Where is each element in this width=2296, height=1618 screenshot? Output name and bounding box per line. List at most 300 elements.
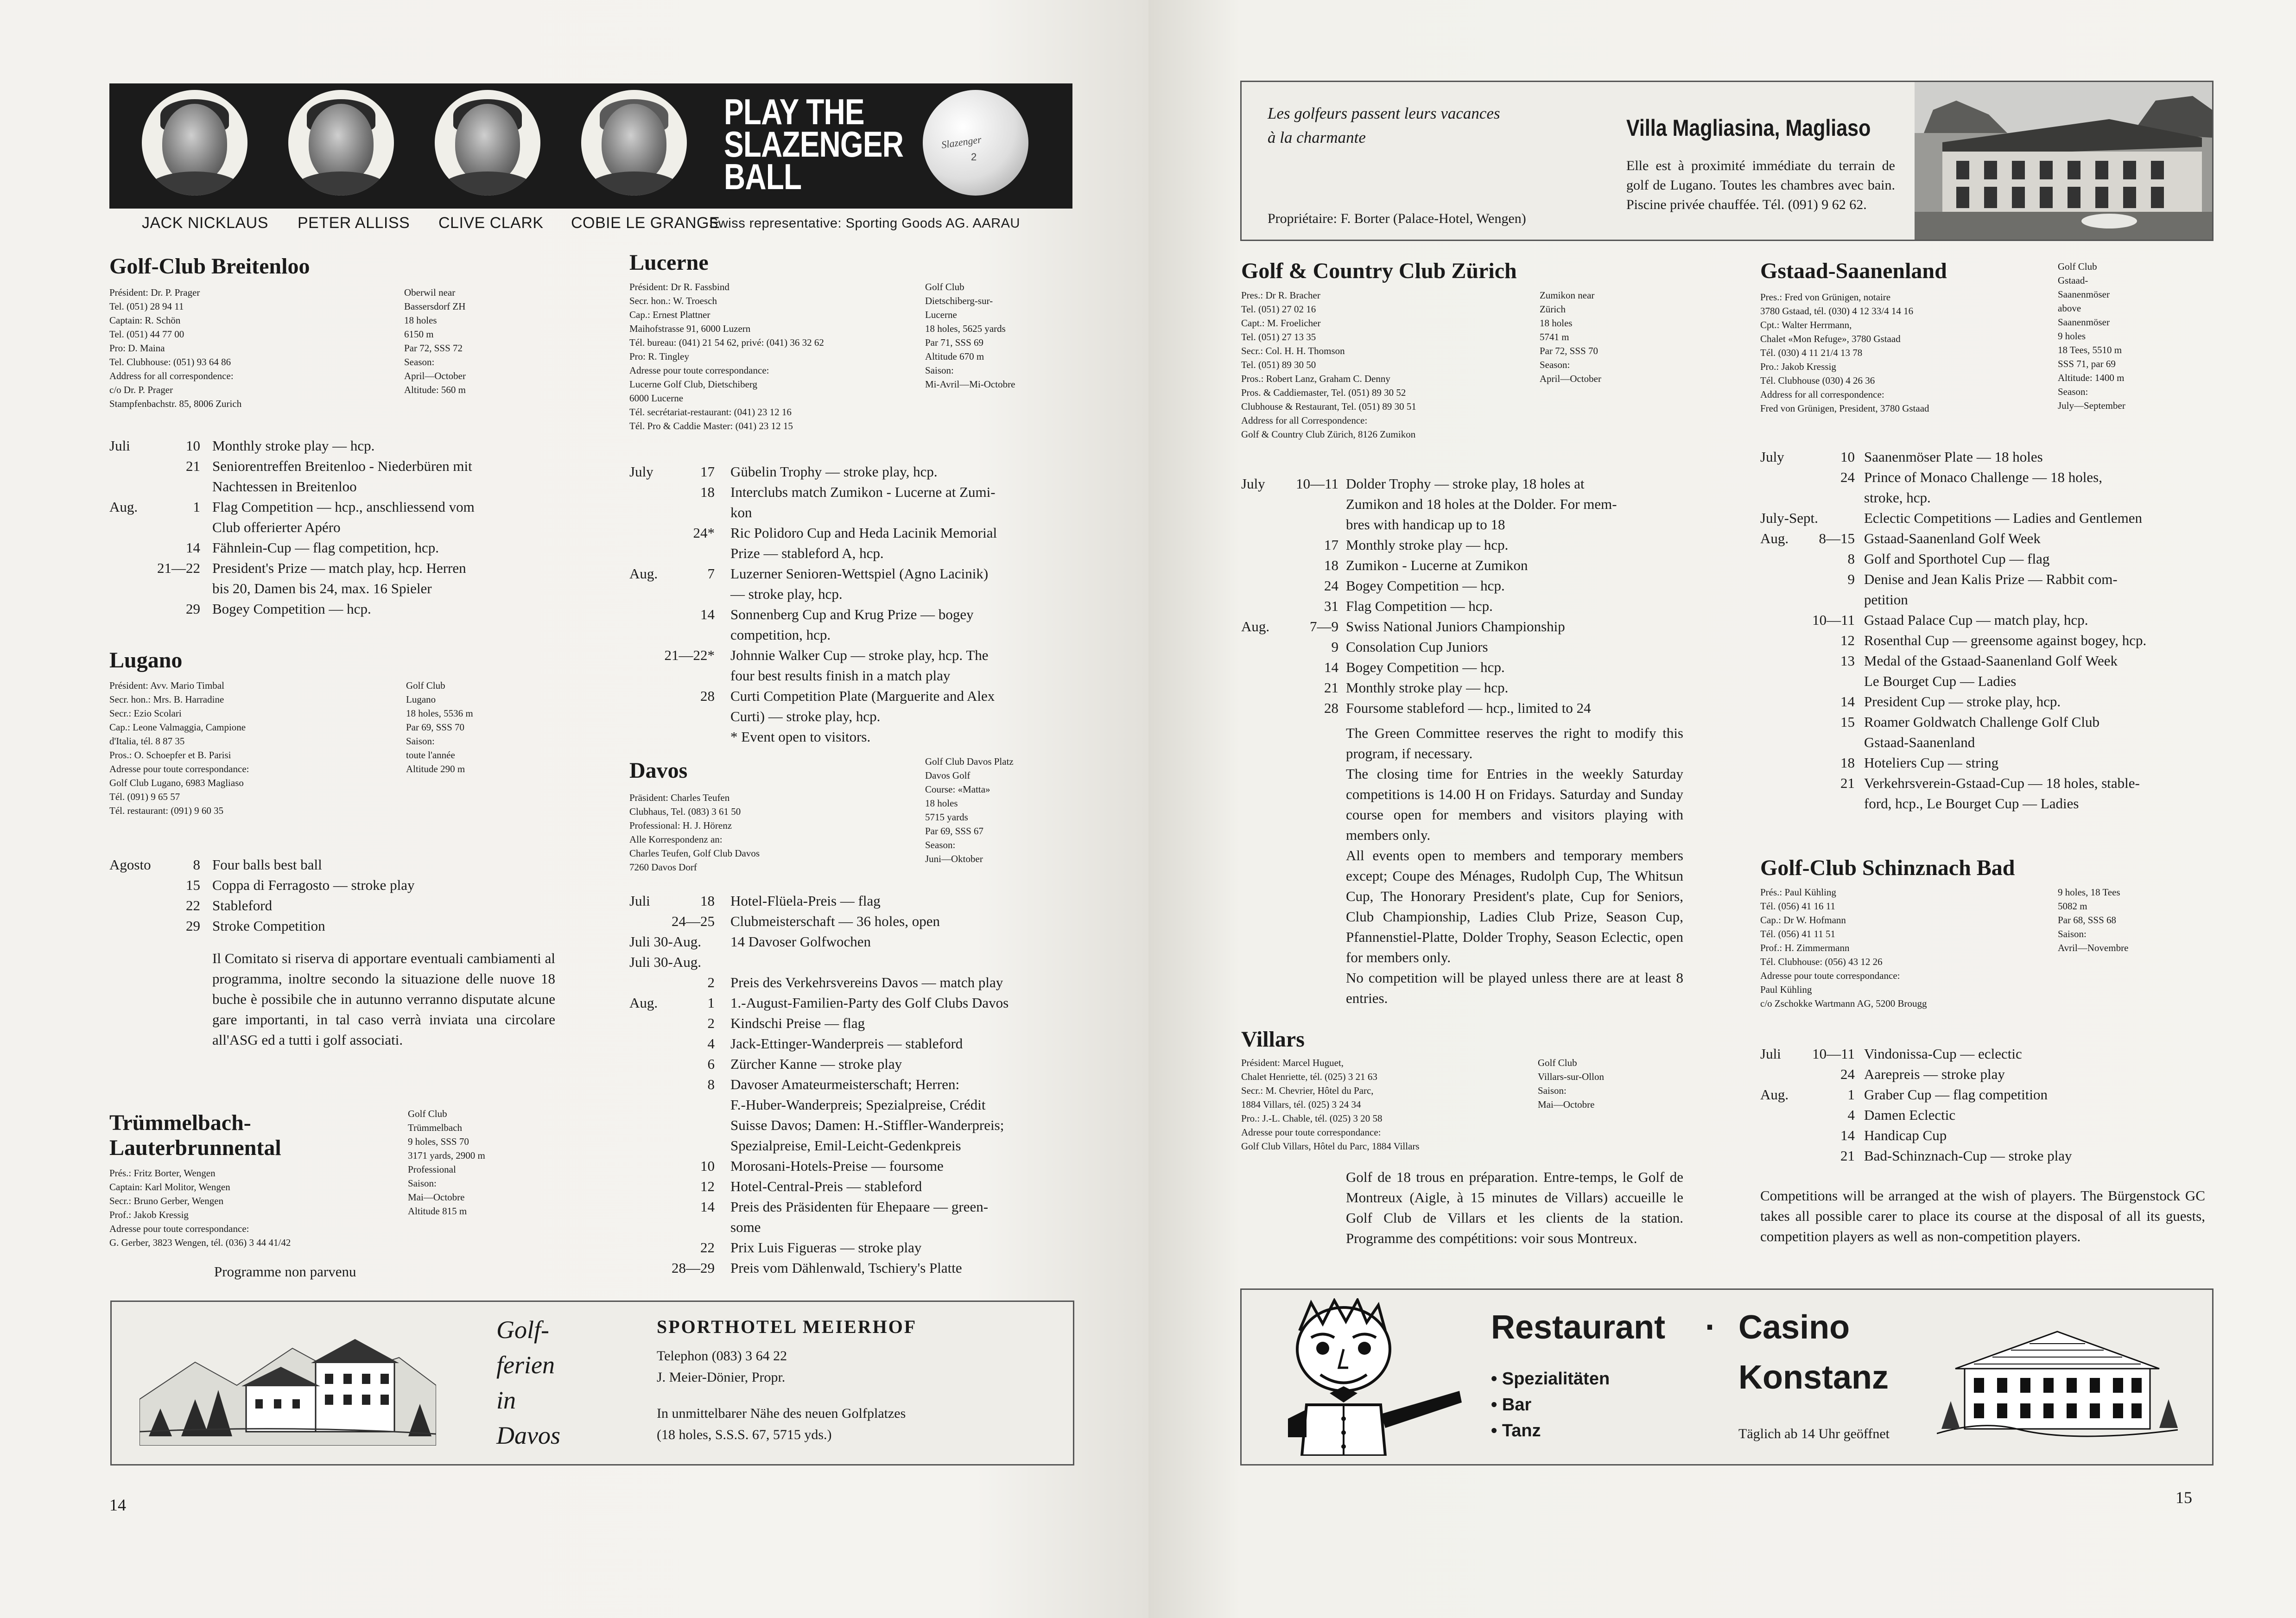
event-row [629, 462, 1070, 482]
event-date: 24 [1324, 577, 1338, 594]
event-row [629, 543, 1070, 564]
event-text: Swiss National Juniors Championship [1346, 618, 1565, 635]
club-title-gstaad: Gstaad-Saanenland [1760, 259, 1947, 283]
event-text: Hotel-Flüela-Preis — flag [730, 893, 881, 909]
event-row [1241, 494, 1681, 514]
event-row [1241, 576, 1681, 596]
event-date: 10—11 [1296, 476, 1338, 492]
club-title-villars: Villars [1241, 1027, 1305, 1052]
event-text: 1.-August-Familien-Party des Golf Clubs Davos [730, 995, 1009, 1011]
event-text: petition [1864, 591, 1908, 608]
event-row [109, 855, 545, 875]
event-row [629, 502, 1070, 523]
event-date: 18 [700, 893, 715, 909]
event-row [109, 476, 545, 497]
banner-headline: PLAY THE SLAZENGER BALL [724, 91, 904, 197]
club-title-truemmelbach: Trümmelbach- [109, 1110, 251, 1135]
event-text: Bogey Competition — hcp. [1346, 577, 1505, 594]
event-date: 10 [700, 1158, 715, 1174]
event-text: Eclectic Competitions — Ladies and Gentlemen [1864, 510, 2143, 526]
event-text: F.-Huber-Wanderpreis; Spezialpreise, Crédit [730, 1097, 986, 1113]
casino-offer-label: Tanz [1502, 1421, 1541, 1440]
villa-intro-line: Les golfeurs passent leurs vacances [1268, 104, 1500, 122]
villa-intro [1268, 102, 1500, 150]
event-text: some [730, 1219, 761, 1235]
club-details-gstaad: Golf Club Gstaad- Saanenmöser above Saanenmöser 9 holes 18 Tees, 5510 m SSS 71, par 69 Altitude: 1400 m Season: July—September [2058, 261, 2125, 411]
event-date: 31 [1324, 598, 1338, 614]
casino-offer-item [1491, 1392, 1610, 1418]
event-date: 8—15 [1819, 530, 1855, 546]
event-text: Bogey Competition — hcp. [212, 601, 371, 617]
event-month: Juli 30-Aug. [629, 933, 701, 950]
club-info-villars: Président: Marcel Huguet, Chalet Henriette, tél. (025) 3 21 63 Secr.: M. Chevrier, Hôtel du Parc, 1884 Villars, tél. (025) 3 24 34 Pro.: J.-L. Chable, tél. (025) 3 20 58 Adresse pour toute correspondance: Golf Club Villars, Hôtel du Parc, 1884 Villars [1241, 1057, 1420, 1152]
event-row [629, 645, 1070, 666]
event-row [629, 666, 1070, 686]
event-text: Consolation Cup Juniors [1346, 639, 1488, 655]
event-date: 21 [1324, 679, 1338, 696]
event-date: 18 [700, 484, 715, 500]
events-davos [629, 891, 1070, 1278]
casino-konstanz-ad [1240, 1288, 2214, 1466]
bullet-icon: • [1491, 1421, 1502, 1440]
event-row [1760, 732, 2224, 753]
event-text: Aarepreis — stroke play [1864, 1066, 2005, 1082]
event-date: 24—25 [672, 913, 715, 929]
event-date: 2 [707, 974, 715, 990]
event-row [629, 625, 1070, 645]
event-row [1241, 514, 1681, 535]
event-text: Graber Cup — flag competition [1864, 1086, 2048, 1103]
events-lucerne [629, 462, 1070, 747]
club-info-schinznach: Prés.: Paul Kühling Tél. (056) 41 16 11 Cap.: Dr W. Hofmann Tél. (056) 41 11 51 Prof.: H. Zimmermann Tél. Clubhouse: (056) 43 12 26 Adresse pour toute correspondance: Paul Kühling c/o Zschokke Wartmann AG, 5200 Brougg [1760, 887, 1927, 1009]
event-date: 4 [707, 1035, 715, 1052]
event-text: Sonnenberg Cup and Krug Prize — bogey [730, 606, 974, 622]
event-row [1760, 1044, 2224, 1064]
villa-owner: Propriétaire: F. Borter (Palace-Hotel, Wengen) [1268, 211, 1526, 226]
event-row [1760, 528, 2224, 549]
event-row [1760, 1064, 2224, 1085]
event-date: 21 [1840, 775, 1855, 791]
event-text: Morosani-Hotels-Preise — foursome [730, 1158, 944, 1174]
player-caption: PETER ALLISS [298, 214, 410, 232]
events-gstaad [1760, 447, 2224, 814]
event-text: Prix Luis Figueras — stroke play [730, 1239, 922, 1256]
event-row [1760, 651, 2224, 671]
event-row [629, 482, 1070, 502]
event-text: Four balls best ball [212, 857, 322, 873]
event-date: 28 [1324, 700, 1338, 716]
event-row [629, 972, 1070, 993]
event-row [629, 1217, 1070, 1237]
page-number: 15 [2175, 1488, 2192, 1507]
player-portrait [435, 90, 540, 196]
event-date: 2 [707, 1015, 715, 1031]
event-text: Monthly stroke play — hcp. [212, 438, 375, 454]
event-text: Roamer Goldwatch Challenge Golf Club [1864, 714, 2099, 730]
event-row [1241, 678, 1681, 698]
event-date: 14 [1324, 659, 1338, 675]
event-month: July [629, 463, 653, 480]
event-date: 24 [1840, 1066, 1855, 1082]
event-row [109, 436, 545, 456]
event-date: 21 [186, 458, 200, 474]
event-row [629, 1095, 1070, 1115]
event-text: Gstaad Palace Cup — match play, hcp. [1864, 612, 2088, 628]
event-row [1760, 712, 2224, 732]
event-text: Handicap Cup [1864, 1127, 1947, 1143]
event-row [629, 564, 1070, 584]
slazenger-banner [109, 83, 1072, 209]
hotel-desc-1: In unmittelbarer Nähe des neuen Golfplatzes [657, 1406, 906, 1421]
note-villars: Golf de 18 trous en préparation. Entre-temps, le Golf de Montreux (Aigle, à 15 minutes de Villars) accueille le Golf Club de Villars et les clients de la station. Programme des compétitions: voir sous Montreux. [1346, 1169, 1683, 1246]
event-row [629, 1176, 1070, 1197]
event-row [629, 952, 1070, 972]
event-date: 9 [1847, 571, 1855, 587]
event-text: Curti) — stroke play, hcp. [730, 708, 881, 724]
event-row [1760, 610, 2224, 630]
zurich-note: All events open to members and temporary members except; Coupe des Ménages, Rudolph Cup, The Whitsun Cup, The Honorary President's plate, Cup for Seniors, Club Championship, Ladies Club Prize, Season Cup, Pfannenstiel-Platte, Dolder Trophy, Season Eclectic, open for members only. [1346, 847, 1683, 965]
event-text: Le Bourget Cup — Ladies [1864, 673, 2017, 689]
script-line: in [496, 1386, 516, 1414]
event-text: kon [730, 504, 752, 520]
zurich-note: The Green Committee reserves the right to modify this program, if necessary. [1346, 725, 1683, 761]
event-row [629, 686, 1070, 706]
event-date: 7 [707, 565, 715, 582]
event-month: Aug. [1760, 530, 1789, 546]
villa-title: Villa Magliasina, Magliaso [1626, 115, 1871, 141]
event-date: 10—11 [1812, 612, 1855, 628]
casino-offer-list [1491, 1366, 1610, 1444]
event-text: Bad-Schinznach-Cup — stroke play [1864, 1148, 2072, 1164]
hotel-phone: Telephon (083) 3 64 22 [657, 1348, 787, 1364]
event-text: Gübelin Trophy — stroke play, hcp. [730, 463, 938, 480]
player-portrait [142, 90, 247, 196]
event-row [1760, 1105, 2224, 1125]
event-row [629, 911, 1070, 932]
event-row [629, 1054, 1070, 1074]
casino-offer-label: Bar [1502, 1395, 1532, 1415]
event-text: Gstaad-Saanenland Golf Week [1864, 530, 2041, 546]
event-text: Kindschi Preise — flag [730, 1015, 865, 1031]
event-row [629, 1237, 1070, 1258]
event-row [1241, 637, 1681, 657]
event-date: 8 [707, 1076, 715, 1092]
event-text: Bogey Competition — hcp. [1346, 659, 1505, 675]
event-date: 14 [1840, 1127, 1855, 1143]
event-date: 13 [1840, 653, 1855, 669]
villa-description: Elle est à proximité immédiate du terrain de golf de Lugano. Toutes les chambres avec bain. Piscine privée chauffée. Tél. (091) 9 62 62. [1626, 158, 1895, 212]
event-text: Nachtessen in Breitenloo [212, 478, 357, 495]
event-text: Zumikon - Lucerne at Zumikon [1346, 557, 1528, 573]
club-title-davos: Davos [629, 758, 688, 783]
event-text: Stableford [212, 897, 273, 914]
event-date: 14 [186, 539, 200, 556]
representative-note: Swiss representative: Sporting Goods AG. AARAU [709, 216, 1020, 231]
event-date: 21 [1840, 1148, 1855, 1164]
event-text: Flag Competition — hcp., anschliessend vom [212, 499, 475, 515]
club-details-davos: Golf Club Davos Platz Davos Golf Course: «Matta» 18 holes 5715 yards Par 69, SSS 67 Season: Juni—Oktober [925, 756, 1014, 864]
bullet-icon: • [1491, 1395, 1502, 1415]
club-details-truemmelbach: Golf Club Trümmelbach 9 holes, SSS 70 3171 yards, 2900 m Professional Saison: Mai—Octobre Altitude 815 m [408, 1108, 485, 1217]
event-month: July [1241, 476, 1265, 492]
event-text: Vindonissa-Cup — eclectic [1864, 1046, 2022, 1062]
event-text: Spezialpreise, Emil-Leicht-Gedenkpreis [730, 1137, 961, 1154]
event-row [1241, 616, 1681, 637]
event-text: Hotel-Central-Preis — stableford [730, 1178, 922, 1194]
event-row [1760, 773, 2224, 793]
golf-ball-number: 2 [971, 151, 977, 163]
villa-photo [1915, 82, 2212, 240]
event-text: Fähnlein-Cup — flag competition, hcp. [212, 539, 439, 556]
event-row [109, 538, 545, 558]
event-date: 6 [707, 1056, 715, 1072]
golf-ferien-script [496, 1312, 560, 1453]
casino-title-dot: · [1705, 1309, 1716, 1346]
event-text: Zürcher Kanne — stroke play [730, 1056, 902, 1072]
event-row [109, 875, 545, 895]
event-date: 14 [1840, 693, 1855, 710]
event-month: July [1760, 449, 1784, 465]
event-date: 17 [1324, 537, 1338, 553]
event-date: 24* [693, 525, 715, 541]
event-row [1760, 1125, 2224, 1146]
event-text: Davoser Amateurmeisterschaft; Herren: [730, 1076, 960, 1092]
event-row [629, 993, 1070, 1013]
event-row [629, 1034, 1070, 1054]
page-number: 14 [109, 1496, 126, 1514]
event-text: Denise and Jean Kalis Prize — Rabbit com- [1864, 571, 2118, 587]
event-text: Foursome stableford — hcp., limited to 24 [1346, 700, 1591, 716]
event-row [1241, 698, 1681, 718]
event-date: 22 [700, 1239, 715, 1256]
event-row [629, 1258, 1070, 1278]
event-month: July-Sept. [1760, 510, 1818, 526]
club-info-truemmelbach: Prés.: Fritz Borter, Wengen Captain: Karl Molitor, Wengen Secr.: Bruno Gerber, Wengen Prof.: Jakob Kressig Adresse pour toute correspondance: G. Gerber, 3823 Wengen, tél. (036) 3 44 41/42 [109, 1167, 291, 1248]
club-title-schinznach: Golf-Club Schinznach Bad [1760, 856, 2015, 880]
event-row [629, 604, 1070, 625]
event-row [109, 456, 545, 476]
event-row [629, 1197, 1070, 1217]
player-portrait [288, 90, 394, 196]
note-schinznach: Competitions will be arranged at the wish of players. The Bürgenstock GC takes all possible carer to place its course at the disposal of all its guests, competition players as well as non-competition players. [1760, 1187, 2205, 1244]
club-details-zurich: Zumikon near Zürich 18 holes 5741 m Par 72, SSS 70 Season: April—October [1540, 290, 1601, 384]
event-text: Saanenmöser Plate — 18 holes [1864, 449, 2043, 465]
sporthotel-meierhof-ad [110, 1301, 1074, 1466]
event-row [1760, 447, 2224, 467]
event-row [629, 1074, 1070, 1095]
waiter-cartoon-illustration [1274, 1298, 1469, 1456]
event-row [1241, 535, 1681, 555]
event-row [109, 497, 545, 517]
events-schinznach [1760, 1044, 2224, 1166]
event-row [1241, 474, 1681, 494]
event-text: Damen Eclectic [1864, 1107, 1956, 1123]
event-text: President Cup — stroke play, hcp. [1864, 693, 2061, 710]
event-row [1760, 692, 2224, 712]
event-date: 14 [700, 606, 715, 622]
event-date: 1 [193, 499, 200, 515]
casino-offer-item [1491, 1418, 1610, 1444]
event-text: Coppa di Ferragosto — stroke play [212, 877, 415, 893]
club-info-zurich: Pres.: Dr R. Bracher Tel. (051) 27 02 16 Capt.: M. Froelicher Tel. (051) 27 13 35 Secr.: Col. H. H. Thomson Tel. (051) 89 30 50 Pros.: Robert Lanz, Graham C. Denny Pros. & Caddiemaster, Tel. (051) 89 30 52 Clubhouse & Restaurant, Tel. (051) 89 30 51 Address for all Correspondence: Golf & Country Club Zürich, 8126 Zumikon [1241, 290, 1416, 440]
event-month: Agosto [109, 857, 151, 873]
player-caption: JACK NICKLAUS [142, 214, 268, 232]
event-text: Ric Polidoro Cup and Heda Lacinik Memorial [730, 525, 997, 541]
event-text: 14 Davoser Golfwochen [730, 933, 871, 950]
event-date: 21—22 [157, 560, 200, 576]
event-month: Aug. [1241, 618, 1270, 635]
club-info-breitenloo: Président: Dr. P. Prager Tel. (051) 28 94 11 Captain: R. Schön Tel. (051) 44 77 00 Pro: D. Maina Tel. Clubhouse: (051) 93 64 86 Address for all correspondence: c/o Dr. P. Prager Stampfenbachstr. 85, 8006 Zurich [109, 287, 242, 409]
event-date: 15 [186, 877, 200, 893]
event-row [629, 1013, 1070, 1034]
club-details-lucerne: Golf Club Dietschiberg-sur- Lucerne 18 holes, 5625 yards Par 71, SSS 69 Altitude 670 m Saison: Mi-Avril—Mi-Octobre [925, 281, 1015, 390]
event-text: Suisse Davos; Damen: H.-Stiffler-Wanderpreis; [730, 1117, 1004, 1133]
event-text: ford, hcp., Le Bourget Cup — Ladies [1864, 795, 2079, 812]
event-row [109, 558, 545, 578]
event-text: Hoteliers Cup — string [1864, 755, 1999, 771]
event-date: 29 [186, 918, 200, 934]
event-text: Interclubs match Zumikon - Lucerne at Zumi- [730, 484, 996, 500]
event-month: Aug. [1760, 1086, 1789, 1103]
golf-ball-brand: Slazenger [940, 133, 983, 151]
event-row [1760, 753, 2224, 773]
event-date: 9 [1331, 639, 1338, 655]
event-text: Monthly stroke play — hcp. [1346, 537, 1509, 553]
event-text: Preis vom Dählenwald, Tschiery's Platte [730, 1260, 962, 1276]
club-details-schinznach: 9 holes, 18 Tees 5082 m Par 68, SSS 68 Saison: Avril—Novembre [2058, 887, 2129, 953]
events-lugano [109, 855, 545, 936]
event-text: Seniorentreffen Breitenloo - Niederbüren mit [212, 458, 472, 474]
casino-city: Konstanz [1738, 1359, 1889, 1396]
event-month: Juli [629, 893, 650, 909]
event-row [1760, 467, 2224, 488]
casino-building-sketch [1937, 1308, 2178, 1447]
event-row [629, 584, 1070, 604]
event-date: 1 [1847, 1086, 1855, 1103]
event-date: 28—29 [672, 1260, 715, 1276]
event-row [1760, 488, 2224, 508]
event-row [629, 1136, 1070, 1156]
event-date: 10 [1840, 449, 1855, 465]
note-lugano: Il Comitato si riserva di apportare eventuali cambiamenti al programma, inoltre secondo la situazione delle nuove 18 buche è possibile che in autunno verranno disputate alcune gare importanti, in tal caso verrà inviata una circolare all'ASG ed a tutti i golf associati. [212, 950, 555, 1048]
event-date: 8 [1847, 551, 1855, 567]
club-title-breitenloo: Golf-Club Breitenloo [109, 254, 310, 279]
club-info-lucerne: Président: Dr R. Fassbind Secr. hon.: W. Troesch Cap.: Ernest Plattner Maihofstrasse 91, 6000 Luzern Tél. bureau: (041) 21 54 62, privé: (041) 36 32 62 Pro: R. Tingley Adresse pour toute correspondance: Lucerne Golf Club, Dietschiberg 6000 Lucerne Tél. secrétariat-restaurant: (041) 23 12 16 Tél. Pro & Caddie Master: (041) 23 12 15 [629, 281, 824, 431]
player-caption: COBIE LE GRANGE [571, 214, 720, 232]
event-text: President's Prize — match play, hcp. Herren [212, 560, 466, 576]
event-text: — stroke play, hcp. [730, 586, 843, 602]
script-line: Golf- [496, 1316, 549, 1344]
event-date: 1 [707, 995, 715, 1011]
casino-offer-item [1491, 1366, 1610, 1392]
event-month: Aug. [629, 565, 658, 582]
event-date: 22 [186, 897, 200, 914]
club-title-zurich: Golf & Country Club Zürich [1241, 259, 1517, 283]
events-breitenloo [109, 436, 545, 619]
casino-hours: Täglich ab 14 Uhr geöffnet [1738, 1426, 1890, 1441]
event-text: stroke, hcp. [1864, 489, 1931, 506]
event-text: Clubmeisterschaft — 36 holes, open [730, 913, 940, 929]
event-row [1760, 630, 2224, 651]
event-date: 10—11 [1812, 1046, 1855, 1062]
hotel-name: SPORTHOTEL MEIERHOF [657, 1316, 917, 1337]
casino-title-restaurant: Restaurant [1491, 1309, 1666, 1346]
event-row [1760, 671, 2224, 692]
event-row [1760, 549, 2224, 569]
event-date: 14 [700, 1199, 715, 1215]
club-info-gstaad: Pres.: Fred von Grünigen, notaire 3780 Gstaad, tél. (030) 4 12 33/4 14 16 Cpt.: Walter Herrmann, Chalet «Mon Refuge», 3780 Gstaad Tél. (030) 4 11 21/4 13 78 Pro.: Jakob Kressig Tél. Clubhouse (030) 4 26 36 Address for all correspondence: Fred von Grünigen, President, 3780 Gstaad [1760, 292, 1929, 414]
event-text: Prince of Monaco Challenge — 18 holes, [1864, 469, 2102, 485]
event-text: Gstaad-Saanenland [1864, 734, 1975, 750]
event-date: 28 [700, 688, 715, 704]
event-row [1241, 555, 1681, 576]
event-row [1760, 590, 2224, 610]
event-month: Juli [1760, 1046, 1781, 1062]
event-row [1760, 508, 2224, 528]
hotel-sketch-illustration [140, 1320, 436, 1446]
script-line: ferien [496, 1351, 555, 1379]
event-row [1241, 596, 1681, 616]
right-page [1148, 0, 2296, 1618]
event-month: Juli [109, 438, 130, 454]
event-row [629, 727, 1070, 747]
event-date: 4 [1847, 1107, 1855, 1123]
event-row [1760, 1085, 2224, 1105]
event-row [109, 578, 545, 599]
event-text: Preis des Verkehrsvereins Davos — match play [730, 974, 1003, 990]
casino-title-casino: Casino [1738, 1309, 1850, 1346]
event-text: competition, hcp. [730, 627, 831, 643]
event-date: 18 [1840, 755, 1855, 771]
event-date: 18 [1324, 557, 1338, 573]
event-month: Aug. [629, 995, 658, 1011]
event-date: 10 [186, 438, 200, 454]
event-row [1760, 793, 2224, 814]
event-row [629, 706, 1070, 727]
zurich-note: The closing time for Entries in the weekly Saturday competitions is 14.00 H on Fridays. Saturday and Sunday course open for members and visitors playing with members only. [1346, 766, 1683, 843]
event-row [629, 523, 1070, 543]
event-text: Zumikon and 18 holes at the Dolder. For mem- [1346, 496, 1617, 512]
event-text: * Event open to visitors. [730, 729, 871, 745]
event-text: Monthly stroke play — hcp. [1346, 679, 1509, 696]
event-row [629, 1156, 1070, 1176]
club-title-lucerne: Lucerne [629, 250, 709, 275]
event-text: Prize — stableford A, hcp. [730, 545, 884, 561]
event-text: Johnnie Walker Cup — stroke play, hcp. The [730, 647, 989, 663]
event-date: 24 [1840, 469, 1855, 485]
notes-zurich [1346, 723, 1683, 1009]
event-row [629, 932, 1070, 952]
club-details-villars: Golf Club Villars-sur-Ollon Saison: Mai—Octobre [1538, 1057, 1604, 1110]
event-row [109, 599, 545, 619]
event-text: four best results finish in a match play [730, 667, 951, 684]
club-info-lugano: Président: Avv. Mario Timbal Secr. hon.: Mrs. B. Harradine Secr.: Ezio Scolari Cap.: Leone Valmaggia, Campione d'Italia, tél. 8 87 35 Pros.: O. Schoepfer et B. Parisi Adresse pour toute correspondance: Golf Club Lugano, 6983 Magliaso Tél. (091) 9 65 57 Tél. restaurant: (091) 9 60 35 [109, 680, 249, 816]
event-text: Golf and Sporthotel Cup — flag [1864, 551, 2050, 567]
event-date: 8 [193, 857, 200, 873]
event-row [629, 1115, 1070, 1136]
club-details-breitenloo: Oberwil near Bassersdorf ZH 18 holes 6150 m Par 72, SSS 72 Season: April—October Altitude: 560 m [404, 287, 466, 395]
club-title-lugano: Lugano [109, 648, 183, 673]
event-row [1760, 569, 2224, 590]
villa-intro-line: à la charmante [1268, 128, 1366, 146]
event-row [629, 891, 1070, 911]
club-details-lugano: Golf Club Lugano 18 holes, 5536 m Par 69, SSS 70 Saison: toute l'année Altitude 290 m [406, 680, 473, 774]
event-text: Curti Competition Plate (Marguerite and Alex [730, 688, 995, 704]
event-month: Juli 30-Aug. [629, 954, 701, 970]
events-zurich [1241, 474, 1681, 718]
hotel-desc-2: (18 holes, S.S.S. 67, 5715 yds.) [657, 1427, 832, 1442]
event-text: Stroke Competition [212, 918, 325, 934]
